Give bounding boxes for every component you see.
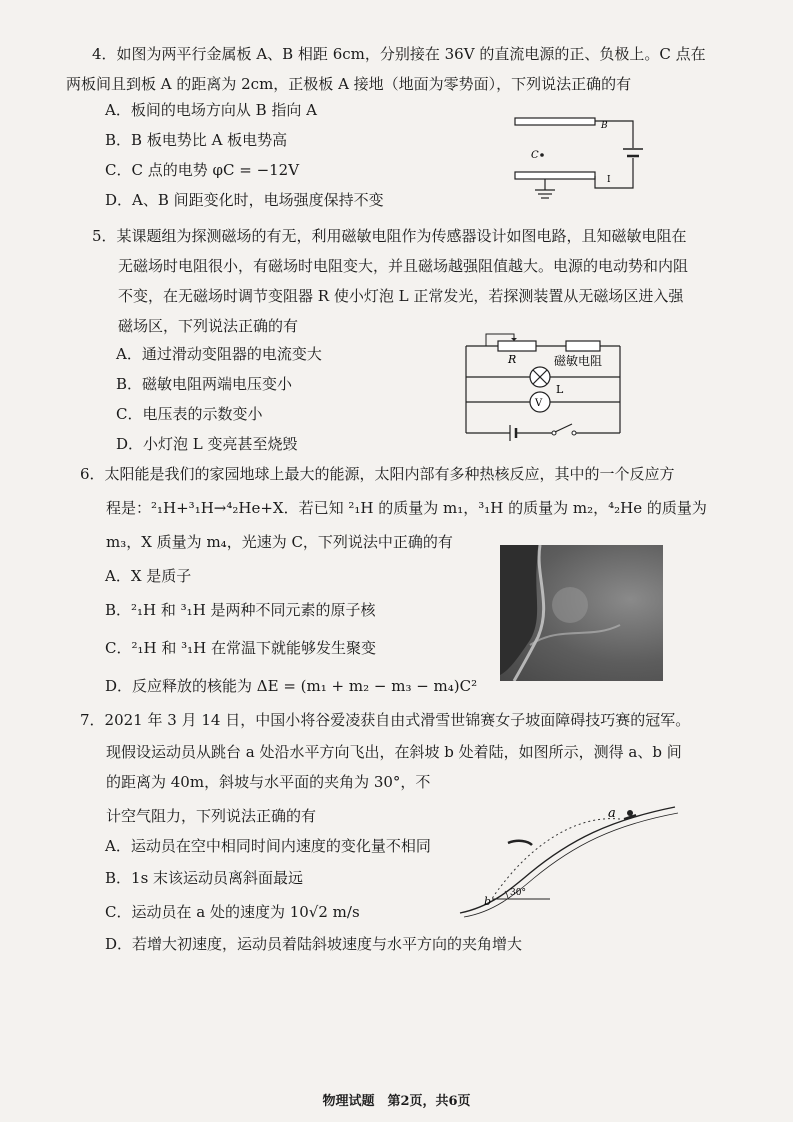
plate-a xyxy=(515,172,595,179)
q5-option-d: D．小灯泡 L 变亮甚至烧毁 xyxy=(116,435,298,453)
q7-stem-line1: 7．2021 年 3 月 14 日，中国小将谷爱凌获自由式滑雪世锦赛女子坡面障碍技巧赛的冠军。 xyxy=(80,711,691,729)
label-a: I xyxy=(607,175,611,185)
q7-stem-line2: 现假设运动员从跳台 a 处沿水平方向飞出，在斜坡 b 处着陆，如图所示，测得 a、b 间 xyxy=(106,743,682,761)
q7-option-d: D．若增大初速度，运动员着陆斜坡速度与水平方向的夹角增大 xyxy=(105,935,523,953)
q7-option-a: A．运动员在空中相同时间内速度的变化量不相同 xyxy=(105,837,431,855)
q6-option-a: A．X 是质子 xyxy=(105,567,192,585)
q6-option-c: C．²₁H 和 ³₁H 在常温下就能够发生聚变 xyxy=(105,639,376,657)
label-a: a xyxy=(608,806,616,821)
q4-stem-line2: 两板间且到板 A 的距离为 2cm，正极板 A 接地（地面为零势面），下列说法正确的有 xyxy=(66,75,632,93)
q6-stem-line1: 6．太阳能是我们的家园地球上最大的能源，太阳内部有多种热核反应，其中的一个反应方 xyxy=(80,465,675,483)
label-c: C xyxy=(531,150,539,161)
magnetoresistor xyxy=(566,341,600,351)
trajectory-dashed xyxy=(492,819,620,899)
q5-stem-line2: 无磁场时电阻很小，有磁场时电阻变大，并且磁场越强阻值越大。电源的电动势和内阻 xyxy=(118,257,689,275)
plate-b xyxy=(515,118,595,125)
label-magnetoresistor: 磁敏电阻 xyxy=(554,354,603,368)
q5-stem-line3: 不变，在无磁场时调节变阻器 R 使小灯泡 L 正常发光，若探测装置从无磁场区进入强 xyxy=(118,287,684,305)
label-lamp: L xyxy=(556,383,564,396)
q7-stem-line3: 的距离为 40m，斜坡与水平面的夹角为 30°，不 xyxy=(106,773,431,791)
solar-flare-photo xyxy=(500,545,663,681)
label-b: b xyxy=(484,895,492,908)
q4-option-d: D．A、B 间距变化时，电场强度保持不变 xyxy=(105,191,384,209)
q5-circuit-figure xyxy=(458,330,628,445)
q5-option-a: A．通过滑动变阻器的电流变大 xyxy=(116,345,322,363)
rheostat-r xyxy=(498,341,536,351)
q7-ski-slope-figure xyxy=(450,795,680,920)
q7-option-c: C．运动员在 a 处的速度为 10√2 m/s xyxy=(105,903,360,921)
q4-option-b: B．B 板电势比 A 板电势高 xyxy=(105,131,288,149)
q4-stem-line1: 4．如图为两平行金属板 A、B 相距 6cm，分别接在 36V 的直流电源的正、负极上。C 点在 xyxy=(92,45,706,63)
q5-stem-line4: 磁场区，下列说法正确的有 xyxy=(118,317,299,335)
label-b: B xyxy=(601,121,608,131)
label-angle: 30° xyxy=(510,888,526,898)
page-footer: 物理试题 第2页，共6页 xyxy=(322,1094,471,1109)
q6-option-d: D．反应释放的核能为 ΔE = (m₁ + m₂ − m₃ − m₄)C² xyxy=(105,677,478,695)
label-voltmeter: V xyxy=(535,398,543,409)
q5-option-c: C．电压表的示数变小 xyxy=(116,405,263,423)
skier-icon xyxy=(627,810,633,816)
q6-option-b: B．²₁H 和 ³₁H 是两种不同元素的原子核 xyxy=(105,601,376,619)
q4-option-a: A．板间的电场方向从 B 指向 A xyxy=(105,101,317,119)
slope-curve xyxy=(460,807,675,913)
q6-stem-line3: m₃，X 质量为 m₄，光速为 C，下列说法中正确的有 xyxy=(106,533,453,551)
q4-capacitor-figure xyxy=(505,108,655,208)
point-c xyxy=(540,153,544,157)
q4-option-c: C．C 点的电势 φC = −12V xyxy=(105,161,300,179)
q5-option-b: B．磁敏电阻两端电压变小 xyxy=(116,375,293,393)
q7-stem-line4: 计空气阻力，下列说法正确的有 xyxy=(106,807,317,825)
label-r: R xyxy=(508,353,517,366)
q5-stem-line1: 5．某课题组为探测磁场的有无，利用磁敏电阻作为传感器设计如图电路，且知磁敏电阻在 xyxy=(92,227,687,245)
q6-stem-line2: 程是：²₁H+³₁H→⁴₂He+X．若已知 ²₁H 的质量为 m₁，³₁H 的质量为 m₂，⁴₂He 的质量为 xyxy=(106,499,707,517)
q7-option-b: B．1s 末该运动员离斜面最远 xyxy=(105,869,304,887)
